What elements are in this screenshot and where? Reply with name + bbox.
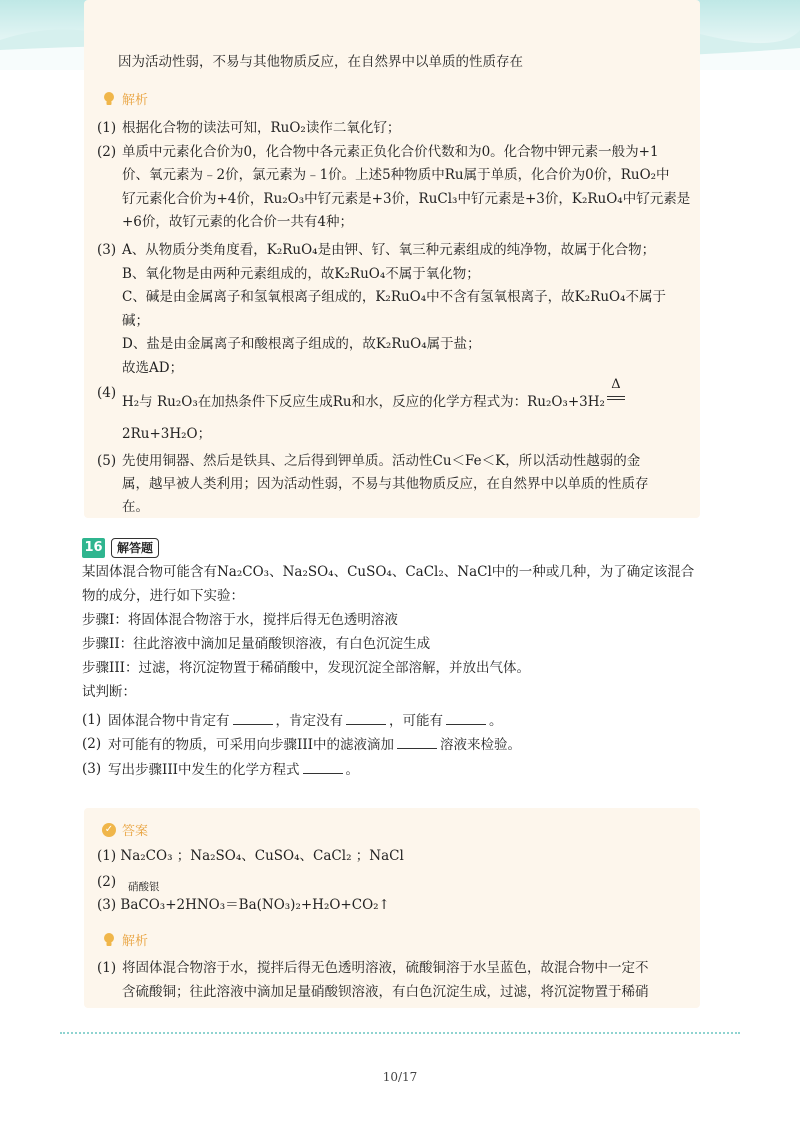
subquestion-text: 。: [489, 713, 503, 729]
subquestion-number: (2): [82, 736, 102, 752]
answer-line: (1) Na₂CO₃ ；Na₂SO₄、CuSO₄、CaCl₂ ；NaCl: [97, 848, 404, 864]
answer-blank[interactable]: [346, 710, 386, 725]
item-number: (2): [97, 144, 117, 160]
item-number: (3): [97, 242, 117, 258]
answer-label-text: 答案: [122, 824, 149, 839]
page-number: 10/17: [382, 1070, 418, 1084]
analysis-line: D、盐是由金属离子和酸根离子组成的，故K₂RuO₄属于盐；: [122, 336, 481, 352]
analysis-line: 价、氧元素为﹣2价，氯元素为﹣1价。上述5种物质中Ru属于单质，化合价为0价，RuO₂中: [122, 167, 670, 183]
question-step: 步骤I：将固体混合物溶于水，搅拌后得无色透明溶液: [82, 612, 398, 628]
analysis-line: 故选AD；: [122, 360, 184, 376]
analysis-label-text: 解析: [122, 934, 149, 949]
subquestion-number: (3): [82, 761, 102, 777]
analysis-line: 碱；: [122, 313, 149, 329]
question-type-badge: 解答题: [111, 538, 159, 558]
analysis-line: 先使用铜器、然后是铁具、之后得到钾单质。活动性Cu＜Fe＜K，所以活动性越弱的金: [122, 453, 641, 469]
subquestion-text: 写出步骤III中发生的化学方程式: [108, 762, 300, 778]
heat-condition: Δ: [611, 377, 621, 392]
subquestion-2: [108, 734, 521, 755]
answer-blank[interactable]: [303, 759, 343, 774]
equation-sign: [607, 399, 625, 400]
analysis-label: [102, 930, 148, 949]
analysis-line: 将固体混合物溶于水，搅拌后得无色透明溶液，硫酸铜溶于水呈蓝色，故混合物中一定不: [122, 960, 649, 976]
lightbulb-icon: [102, 932, 116, 948]
answer-blank[interactable]: [397, 734, 437, 749]
analysis-line: 属，越早被人类利用；因为活动性弱，不易与其他物质反应，在自然界中以单质的性质存: [122, 476, 649, 492]
item-number: (1): [97, 960, 117, 976]
answer-number: (2): [97, 874, 117, 890]
question-stem: 物的成分，进行如下实验：: [82, 588, 244, 604]
answer-blank[interactable]: [446, 710, 486, 725]
answer-blank[interactable]: [233, 710, 273, 725]
analysis-line: 2Ru+3H₂O；: [122, 426, 212, 442]
subquestion-text: 溶液来检验。: [440, 737, 521, 753]
question-number: 16: [82, 538, 105, 558]
continued-line: 因为活动性弱，不易与其他物质反应，在自然界中以单质的性质存在: [118, 54, 523, 70]
question-step: 步骤III：过滤，将沉淀物置于稀硝酸中，发现沉淀全部溶解，并放出气体。: [82, 660, 530, 676]
analysis-line: 钌元素化合价为+4价，Ru₂O₃中钌元素是+3价，RuCl₃中钌元素是+3价，K₂RuO₄中钌元素是: [122, 191, 691, 207]
analysis-line: A、从物质分类角度看，K₂RuO₄是由钾、钌、氧三种元素组成的纯净物，故属于化合物；: [122, 242, 656, 258]
subquestion-text: 固体混合物中肯定有: [108, 713, 230, 729]
analysis-line: 单质中元素化合价为0，化合物中各元素正负化合价代数和为0。化合物中钾元素一般为+1: [122, 144, 659, 160]
footer-divider: [60, 1032, 740, 1034]
item-number: (1): [97, 120, 117, 136]
question-step: 步骤II：往此溶液中滴加足量硝酸钡溶液，有白色沉淀生成: [82, 636, 431, 652]
analysis-line: H₂与 Ru₂O₃在加热条件下反应生成Ru和水，反应的化学方程式为：Ru₂O₃+3H₂: [122, 394, 605, 410]
subquestion-1: [108, 710, 503, 731]
equation-sign: [607, 396, 625, 397]
item-number: (4): [97, 385, 117, 401]
analysis-line: C、碱是由金属离子和氢氧根离子组成的，K₂RuO₄中不含有氢氧根离子，故K₂RuO₄不属于: [122, 289, 667, 305]
subquestion-3: [108, 759, 359, 780]
question-stem: 某固体混合物可能含有Na₂CO₃、Na₂SO₄、CuSO₄、CaCl₂、NaCl中的一种或几种，为了确定该混合: [82, 564, 695, 580]
item-number: (5): [97, 453, 117, 469]
analysis-label-text: 解析: [122, 93, 149, 108]
question-step: 试判断：: [82, 684, 136, 700]
subquestion-text: 。: [345, 762, 359, 778]
analysis-line: 根据化合物的读法可知，RuO₂读作二氧化钌；: [122, 120, 401, 136]
subquestion-text: 对可能有的物质，可采用向步骤III中的滤液滴加: [108, 737, 394, 753]
analysis-line: B、氧化物是由两种元素组成的，故K₂RuO₄不属于氧化物；: [122, 266, 480, 282]
answer-line: (3) BaCO₃+2HNO₃＝Ba(NO₃)₂+H₂O+CO₂↑: [97, 897, 390, 913]
answer-label: [102, 820, 148, 839]
check-circle-icon: ✓: [102, 823, 116, 837]
analysis-line: +6价，故钌元素的化合价一共有4种；: [122, 214, 353, 230]
analysis-label: [102, 89, 148, 108]
subquestion-text: ，可能有: [389, 713, 443, 729]
analysis-line: 含硫酸铜；往此溶液中滴加足量硝酸钡溶液，有白色沉淀生成，过滤，将沉淀物置于稀硝: [122, 984, 649, 1000]
subquestion-text: ，肯定没有: [275, 713, 343, 729]
subquestion-number: (1): [82, 712, 102, 728]
analysis-line: 在。: [122, 499, 149, 515]
answer-line: 硝酸银: [128, 881, 160, 893]
lightbulb-icon: [102, 91, 116, 107]
